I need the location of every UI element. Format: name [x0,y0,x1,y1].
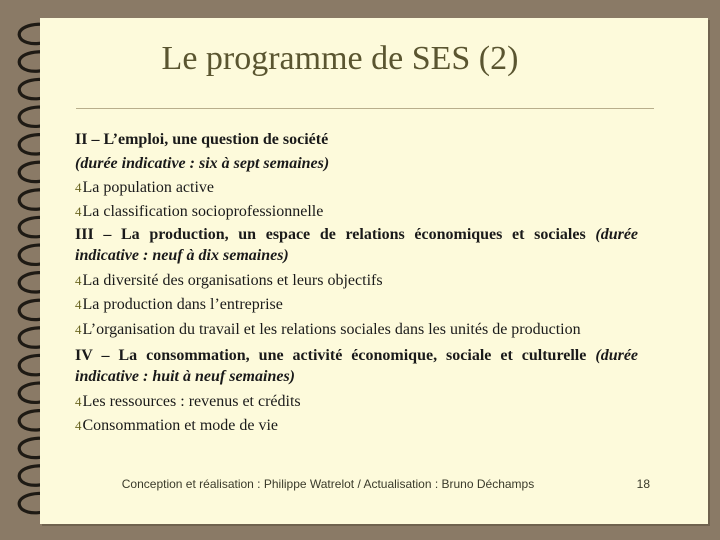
bullet-icon: 4 [75,204,82,219]
section-block [75,345,638,387]
bullet-icon: 4 [75,273,82,288]
section-duration: (durée indicative : neuf à dix semaines) [75,226,639,264]
list-item: 4La production dans l’entreprise [75,296,283,313]
section-heading: IV – La consommation, une activité économique, sociale et culturelle [75,347,587,364]
list-item: 4Les ressources : revenus et crédits [75,393,301,410]
slide-footer: Conception et réalisation : Philippe Watrelot / Actualisation : Bruno Déchamps [121,477,535,491]
bullet-icon: 4 [75,297,82,312]
slide-title: Le programme de SES (2) [161,40,519,77]
section-heading: II – L’emploi, une question de société [75,131,329,148]
slide-content [75,128,638,438]
list-item: 4Consommation et mode de vie [75,417,279,434]
section-heading: III – La production, un espace de relations économiques et sociales [75,226,586,243]
list-item: 4L’organisation du travail et les relations sociales dans les unités de production [75,321,581,338]
page-number: 18 [636,477,650,491]
bullet-icon: 4 [75,418,82,433]
bullet-icon: 4 [75,322,82,337]
bullet-icon: 4 [75,394,82,409]
title-divider [76,108,654,109]
list-item: 4La diversité des organisations et leurs objectifs [75,272,383,289]
section-block [75,224,638,266]
bullet-icon: 4 [75,180,82,195]
section-duration: (durée indicative : huit à neuf semaines) [75,347,639,385]
list-item: 4La population active [75,179,215,196]
list-item: 4La classification socioprofessionnelle [75,203,324,220]
section-duration: (durée indicative : six à sept semaines) [75,155,330,172]
